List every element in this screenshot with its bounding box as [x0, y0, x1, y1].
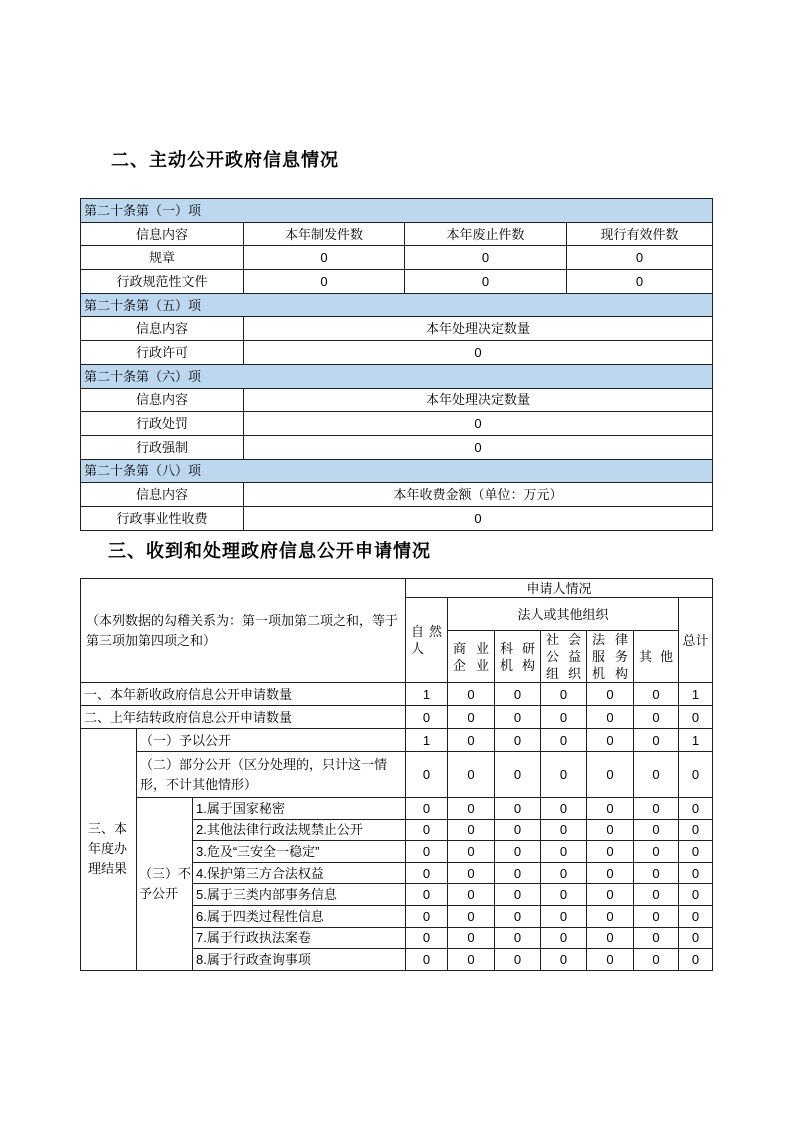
- row-label: （一）予以公开: [137, 729, 406, 752]
- col-header: 本年废止件数: [405, 222, 567, 246]
- value-cell: 0: [448, 949, 495, 971]
- row-label: 1.属于国家秘密: [193, 798, 406, 820]
- row-label: 行政事业性收费: [81, 506, 244, 530]
- value-cell: 0: [587, 949, 634, 971]
- results-group-text: 三、本年度办理结果: [88, 821, 128, 877]
- value-cell: 0: [244, 246, 405, 270]
- section-band: 第二十条第（一）项: [81, 199, 713, 223]
- value-cell: 0: [587, 862, 634, 884]
- value-cell: 0: [405, 246, 567, 270]
- value-cell: 0: [679, 819, 713, 841]
- row-label: 5.属于三类内部事务信息: [193, 884, 406, 906]
- value-cell: 0: [448, 927, 495, 949]
- refused-group-label: （三）不予公开: [137, 798, 193, 971]
- value-cell: 0: [448, 884, 495, 906]
- row-label: 规章: [81, 246, 244, 270]
- value-cell: 0: [448, 683, 495, 706]
- value-cell: 0: [567, 270, 713, 294]
- value-cell: 0: [541, 884, 587, 906]
- row-label: 2.其他法律行政法规禁止公开: [193, 819, 406, 841]
- value-cell: 0: [634, 927, 679, 949]
- row-label: 3.危及“三安全一稳定”: [193, 841, 406, 863]
- value-cell: 0: [634, 949, 679, 971]
- value-cell: 0: [406, 706, 448, 729]
- value-cell: 0: [541, 862, 587, 884]
- value-cell: 0: [634, 841, 679, 863]
- reconciliation-note: （本列数据的勾稽关系为：第一项加第二项之和，等于第三项加第四项之和）: [81, 579, 406, 683]
- value-cell: 0: [541, 841, 587, 863]
- value-cell: 0: [406, 927, 448, 949]
- row-label: 行政规范性文件: [81, 270, 244, 294]
- row-label: 二、上年结转政府信息公开申请数量: [81, 706, 406, 729]
- col-header-public-welfare: 社会公益组织: [541, 631, 587, 683]
- value-cell: 0: [587, 819, 634, 841]
- value-cell: 1: [406, 729, 448, 752]
- value-cell: 0: [495, 729, 541, 752]
- value-cell: 0: [406, 884, 448, 906]
- value-cell: 1: [679, 729, 713, 752]
- value-cell: 0: [495, 905, 541, 927]
- col-header: 本年收费金额（单位：万元）: [244, 483, 713, 507]
- value-cell: 0: [495, 752, 541, 798]
- value-cell: 0: [634, 729, 679, 752]
- value-cell: 0: [634, 862, 679, 884]
- value-cell: 0: [679, 752, 713, 798]
- col-header-natural-person: 自然人: [406, 598, 448, 683]
- value-cell: 0: [634, 905, 679, 927]
- value-cell: 0: [448, 706, 495, 729]
- value-cell: 0: [448, 819, 495, 841]
- value-cell: 0: [406, 752, 448, 798]
- value-cell: 0: [495, 927, 541, 949]
- value-cell: 0: [587, 798, 634, 820]
- value-cell: 0: [541, 819, 587, 841]
- row-label: （二）部分公开（区分处理的，只计这一情形，不计其他情形）: [137, 752, 406, 798]
- value-cell: 0: [587, 752, 634, 798]
- value-cell: 0: [448, 798, 495, 820]
- value-cell: 0: [634, 752, 679, 798]
- row-label: 行政处罚: [81, 412, 244, 436]
- row-label: 6.属于四类过程性信息: [193, 905, 406, 927]
- value-cell: 0: [406, 819, 448, 841]
- value-cell: 0: [244, 341, 713, 365]
- value-cell: 0: [495, 884, 541, 906]
- requests-table: [80, 578, 713, 971]
- value-cell: 0: [634, 819, 679, 841]
- col-header-research: 科研机构: [495, 631, 541, 683]
- value-cell: 0: [406, 905, 448, 927]
- row-label: 行政许可: [81, 341, 244, 365]
- legal-org-group-header: 法人或其他组织: [448, 598, 679, 631]
- col-header: 本年处理决定数量: [244, 388, 713, 412]
- row-label: 行政强制: [81, 435, 244, 459]
- value-cell: 0: [495, 862, 541, 884]
- value-cell: 0: [406, 798, 448, 820]
- value-cell: 0: [679, 841, 713, 863]
- value-cell: 0: [495, 949, 541, 971]
- section-band: 第二十条第（六）项: [81, 364, 713, 388]
- value-cell: 0: [448, 862, 495, 884]
- value-cell: 0: [634, 798, 679, 820]
- value-cell: 0: [679, 949, 713, 971]
- value-cell: 0: [541, 905, 587, 927]
- value-cell: 0: [406, 841, 448, 863]
- value-cell: 0: [541, 798, 587, 820]
- value-cell: 0: [679, 884, 713, 906]
- value-cell: 0: [448, 841, 495, 863]
- value-cell: 0: [495, 798, 541, 820]
- section2-heading: 二、主动公开政府信息情况: [111, 150, 339, 170]
- section3-heading: 三、收到和处理政府信息公开申请情况: [108, 541, 431, 561]
- value-cell: 0: [679, 927, 713, 949]
- active-disclosure-table: [80, 198, 713, 531]
- value-cell: 0: [406, 949, 448, 971]
- value-cell: 0: [587, 706, 634, 729]
- col-header: 本年处理决定数量: [244, 317, 713, 341]
- applicant-group-header: 申请人情况: [406, 579, 713, 598]
- value-cell: 1: [679, 683, 713, 706]
- value-cell: 0: [541, 706, 587, 729]
- value-cell: 0: [244, 412, 713, 436]
- value-cell: 0: [587, 905, 634, 927]
- value-cell: 0: [406, 862, 448, 884]
- value-cell: 0: [679, 798, 713, 820]
- value-cell: 0: [587, 729, 634, 752]
- col-header-other: 其他: [634, 631, 679, 683]
- value-cell: 0: [495, 706, 541, 729]
- value-cell: 0: [448, 729, 495, 752]
- value-cell: 0: [541, 927, 587, 949]
- col-header: 信息内容: [81, 222, 244, 246]
- value-cell: 0: [567, 246, 713, 270]
- col-header: 本年制发件数: [244, 222, 405, 246]
- value-cell: 0: [634, 884, 679, 906]
- value-cell: 0: [587, 884, 634, 906]
- value-cell: 0: [495, 841, 541, 863]
- value-cell: 0: [587, 683, 634, 706]
- col-header: 信息内容: [81, 388, 244, 412]
- value-cell: 0: [541, 683, 587, 706]
- value-cell: 0: [587, 927, 634, 949]
- value-cell: 0: [244, 270, 405, 294]
- col-header: 信息内容: [81, 317, 244, 341]
- value-cell: 0: [448, 905, 495, 927]
- value-cell: 0: [587, 841, 634, 863]
- col-header: 现行有效件数: [567, 222, 713, 246]
- value-cell: 0: [634, 706, 679, 729]
- col-header-total: 总计: [679, 598, 713, 683]
- section-band: 第二十条第（八）项: [81, 459, 713, 483]
- value-cell: 0: [541, 949, 587, 971]
- value-cell: 0: [244, 506, 713, 530]
- value-cell: 1: [406, 683, 448, 706]
- row-label: 一、本年新收政府信息公开申请数量: [81, 683, 406, 706]
- value-cell: 0: [495, 819, 541, 841]
- section-band: 第二十条第（五）项: [81, 293, 713, 317]
- row-label: 7.属于行政执法案卷: [193, 927, 406, 949]
- value-cell: 0: [448, 752, 495, 798]
- col-header: 信息内容: [81, 483, 244, 507]
- value-cell: 0: [541, 729, 587, 752]
- col-header-legal-service: 法律服务机构: [587, 631, 634, 683]
- value-cell: 0: [679, 706, 713, 729]
- value-cell: 0: [244, 435, 713, 459]
- value-cell: 0: [405, 270, 567, 294]
- value-cell: 0: [679, 862, 713, 884]
- col-header-business: 商业企业: [448, 631, 495, 683]
- row-label: 4.保护第三方合法权益: [193, 862, 406, 884]
- row-label: 8.属于行政查询事项: [193, 949, 406, 971]
- value-cell: 0: [679, 905, 713, 927]
- value-cell: 0: [541, 752, 587, 798]
- value-cell: 0: [495, 683, 541, 706]
- value-cell: 0: [634, 683, 679, 706]
- results-group-label: [81, 729, 137, 971]
